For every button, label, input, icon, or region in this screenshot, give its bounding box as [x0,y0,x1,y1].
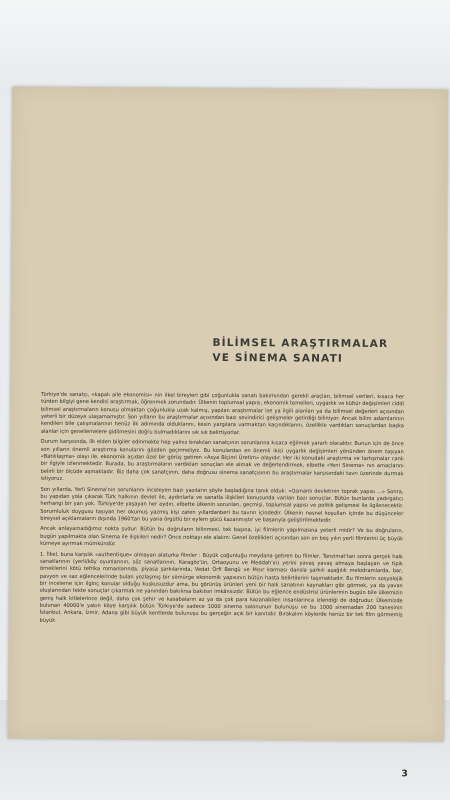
paragraph-4: Ancak anlayamadığımız nokta şudur: Bütün bu doğruların bilinmesi, tek başına, iyi filmlerin yapılmasına yeterli midir? Ve bu doğruların, bugün yapılmakta olan Sinema ile ilişkileri nedir? Önce noktayı ele alalım: Genel özellikleri açısından son on beş yılın yerli filmlerini üç büyük kümeye ayırmak mümkündür. [40,526,404,548]
background-top [0,0,450,95]
article-title [212,336,422,367]
paragraph-3: Son yıllarda, Yerli Sinema'nın sorunlarını inceleyen bazı yazıların şöyle başladığına tanık olduk: «Osmanlı devletinin toprak yapısı ...» Sonra, bu yapıdan yola çıkarak Türk halkının devlet ile, aydınlarla ve sanatla ilişkileri konusunda varılan bazı sonuçlar. Bütün bunlarda yadırgatıcı herhangi bir yan yok. Türkiye'de yaşayan her aydın, elbette ülkenin sorunları, geçmişi, toplumsal yapısı ve politik gelişmesi ile ilgilenecektir. Sorumluluk duygusu taşıyan her okumuş yazmış kişi zaten yıllardanberi bu tavrın içindedir. Ülkenin nesnel koşulları içinde bu düşünceler bireysel açıklamaların dışında 1960'tan bu yana örgütlü bir eylem gücü kazanmıştır ve başarıyla geliştirilmektedir. [40,486,404,524]
magazine-page [8,86,449,780]
paragraph-1: Türkiye'de sanatçı, «kapalı aile ekonomisi» nin ilkel bireyleri gibi çoğunlukla sanatı bakımından gerekli araçları, bilimsel verileri, kısaca her türden bilgiyi gene kendisi araştırmak, öğrenmek zorundadır. Ülkenin toplumsal yapısı, ekonomik temelleri, uygarlık ve kültür değişimleri ciddi bilimsel araştırmaların konusu olmaktan çoğunlukla uzak kalmış, yapılan araştırmalar ise ya ilgili alanları ya da bilimsel değerleri açısından yeterli bir düzeye ulaşamamıştır. Son yılların bu araştırmalar açısından bazı sevindirici gelişmeler getirdiği biliniyor. Ancak bilim adamlarının kendileri bile çalışmalarının henüz ilk adımında olduklarını, kesin yargılara varmaktan kaçındıklarını, özellikle vardıkları sonuçlardan başka alanlar için genellemelere gidilmesini doğru bulmadıklarını sık sık belirtiyorlar. [40,391,405,436]
title-line-1: BİLİMSEL ARAŞTIRMALAR [212,336,389,351]
article-body [40,392,405,631]
title-line-2: VE SİNEMA SANATI [212,351,344,365]
paragraph-5: 1. İlkel, buna karşılık «authentique» olmayan alaturka filmler : Büyük çoğunluğu meydana getiren bu filmler, Tanzimat'tan sonra gerçek halk sanatlarının (yerli/köy oyunlarının, söz sanatlarının, Karagöz'ün, Ortaoyunu ve Meddah'ın) yerini yavaş yavaş almaya başlayan ve tipik örneklerini kötü tefrika romanlarında, piyasa şarkılarında, Vedat Örfi Bengü ve Mısır karması dansla şarkılı aşağılık melodramlarda, bar, pavyon ve saz eğlencelerinde bulan yozlaşmış bir sömürge ekonomik yapısının bütün hasta belirtilerini taşımaktadır. Bu filmlerin sosyolojik bir inceleme için ilginç konular olduğu kuşkusuzdur ama, bu görünüş ürünleri yeni bir halk sanatının kaynakları gibi görmek, ya da yavan oluşlarından tekte sonuçlar çıkarmak ne yanından bakılırsa bakılsın imkânsızdır. Bütün bu eğlence endüstrisi ürünlerinin bugün bile ülkemizin geniş halk kitlelerince değil, daha çok şehir ve kasabaların az ya da çok para kazanabilen insanlarınca izlendiği de doğrudur. Ülkemizde bulunan 40000'e yakın köye karşılık bütün Türkiye'de sadece 1000 sinema salonunun bulunuşu ve bu 1000 sinemadan 200 tanesinin İstanbul, Ankara, İzmir, Adana gibi büyük kentlerde bulunuşu bu gerçeğin açık bir kanıtıdır. Bırakalım köylerde henüz bir tek film görmemiş büyük [39,551,404,624]
page-number: 3 [401,769,408,780]
paragraph-2: Durum karşısında, ilk elden bilgiler edinmekte hep yalnız bırakılan sanatçının sorunlarına kısaca eğilmek yararlı olacaktır. Bunun için de önce son yılların önemli araştırma konularını gözden geçirmeliyiz. Bu konulardan en önemli ikisi uygarlık değişimleri yönünden önem taşıyan «Batılılaşma» olayı ile, ekonomik açıdan özel bir görüş getiren «Asya Biçimi Üretim» olayıdır. Her iki konudaki araştırma ve tartışmalar canlı bir ilgiyle izlenmektedir. Burada, bu araştırmaların vardıkları sonuçları ele almak ve değerlendirmek, elbette «Yeni Sinema» nın amaçlarını belirli bir ölçüde aşmaktadır. Biz daha çok sanatçının, daha doğrusu sinema sanatçısının bu araştırmalar karşısındaki tavrı üzerinde durmak istiyoruz. [40,438,404,482]
